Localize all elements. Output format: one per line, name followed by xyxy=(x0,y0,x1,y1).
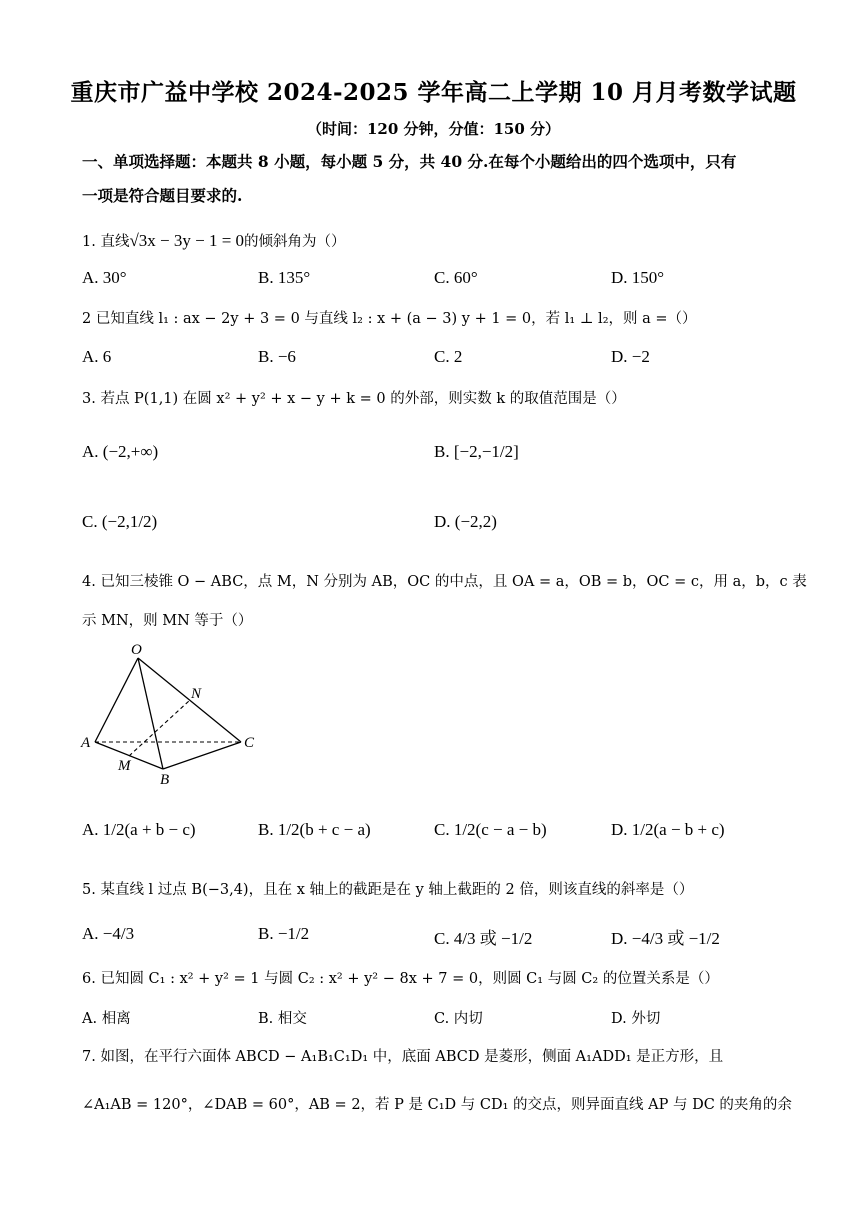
question-1-stem xyxy=(82,230,346,251)
q5-option-b[interactable]: B. −1/2 xyxy=(258,924,310,943)
question-7-stem-line2: ∠A₁AB = 120°，∠DAB = 60°，AB = 2，若 P 是 C₁D 与 CD₁ 的交点，则异面直线 AP 与 DC 的夹角的余 xyxy=(82,1097,792,1113)
q1-option-a[interactable]: A. 30° xyxy=(82,268,127,287)
question-2-stem: 2 已知直线 l₁ : ax − 2y + 3 = 0 与直线 l₂ : x + (a − 3) y + 1 = 0，若 l₁ ⊥ l₂，则 a =（） xyxy=(82,311,697,327)
q6-option-c[interactable]: C. 内切 xyxy=(434,1011,483,1027)
question-3-stem: 3. 若点 P(1,1) 在圆 x² + y² + x − y + k = 0 的外部，则实数 k 的取值范围是（） xyxy=(82,391,626,407)
q1-stem-post: 的倾斜角为（） xyxy=(244,234,346,250)
label-M: M xyxy=(118,758,131,774)
q3-option-b[interactable]: B. [−2,−1/2] xyxy=(434,442,519,461)
q3-option-d[interactable]: D. (−2,2) xyxy=(434,512,497,531)
q1-option-d[interactable]: D. 150° xyxy=(611,268,665,287)
section-heading-line2: 一项是符合题目要求的. xyxy=(82,186,243,205)
q2-option-b[interactable]: B. −6 xyxy=(258,347,296,366)
q3-option-c[interactable]: C. (−2,1/2) xyxy=(82,512,158,531)
q2-option-d[interactable]: D. −2 xyxy=(611,347,650,366)
q4-option-b[interactable]: B. 1/2(b + c − a) xyxy=(258,820,371,839)
page-title: 重庆市广益中学校 2024-2025 学年高二上学期 10 月月考数学试题 xyxy=(70,79,797,106)
q6-option-b[interactable]: B. 相交 xyxy=(258,1011,307,1027)
q4-option-c[interactable]: C. 1/2(c − a − b) xyxy=(434,820,547,839)
q5-option-a[interactable]: A. −4/3 xyxy=(82,924,135,943)
question-4-stem-line2: 示 MN，则 MN 等于（） xyxy=(82,613,253,629)
q5-option-c[interactable]: C. 4/3 或 −1/2 xyxy=(434,929,533,948)
question-6-stem: 6. 已知圆 C₁ : x² + y² = 1 与圆 C₂ : x² + y² − 8x + 7 = 0，则圆 C₁ 与圆 C₂ 的位置关系是（） xyxy=(82,971,719,987)
q1-equation: √3x − 3y − 1 = 0 xyxy=(129,231,245,250)
label-O: O xyxy=(131,642,142,658)
q5-option-d[interactable]: D. −4/3 或 −1/2 xyxy=(611,929,720,948)
question-4-stem-line1: 4. 已知三棱锥 O − ABC，点 M，N 分别为 AB，OC 的中点，且 OA = a，OB = b，OC = c，用 a，b，c 表 xyxy=(82,574,807,590)
q4-option-d[interactable]: D. 1/2(a − b + c) xyxy=(611,820,725,839)
q1-option-b[interactable]: B. 135° xyxy=(258,268,311,287)
label-A: A xyxy=(81,735,91,751)
page-subtitle: （时间：120 分钟，分值：150 分） xyxy=(306,120,561,138)
q2-option-c[interactable]: C. 2 xyxy=(434,347,463,366)
q4-option-a[interactable]: A. 1/2(a + b − c) xyxy=(82,820,196,839)
q6-option-d[interactable]: D. 外切 xyxy=(611,1011,661,1027)
q3-option-a[interactable]: A. (−2,+∞) xyxy=(82,442,159,461)
section-heading-line1: 一、单项选择题：本题共 8 小题，每小题 5 分，共 40 分.在每个小题给出的四个选项中，只有 xyxy=(82,152,737,171)
q6-option-a[interactable]: A. 相离 xyxy=(82,1011,131,1027)
tetrahedron-figure xyxy=(78,636,268,794)
q1-option-c[interactable]: C. 60° xyxy=(434,268,478,287)
edge-BC xyxy=(163,742,241,769)
label-B: B xyxy=(160,772,170,788)
q1-stem-pre: 1. 直线 xyxy=(82,234,130,250)
question-5-stem: 5. 某直线 l 过点 B(−3,4)，且在 x 轴上的截距是在 y 轴上截距的 2 倍，则该直线的斜率是（） xyxy=(82,882,694,898)
q2-option-a[interactable]: A. 6 xyxy=(82,347,112,366)
edge-OA xyxy=(95,658,138,742)
label-N: N xyxy=(191,686,202,702)
label-C: C xyxy=(244,735,255,751)
question-7-stem-line1: 7. 如图，在平行六面体 ABCD − A₁B₁C₁D₁ 中，底面 ABCD 是菱形，侧面 A₁ADD₁ 是正方形，且 xyxy=(82,1049,724,1065)
segment-MN-hidden xyxy=(129,700,190,756)
